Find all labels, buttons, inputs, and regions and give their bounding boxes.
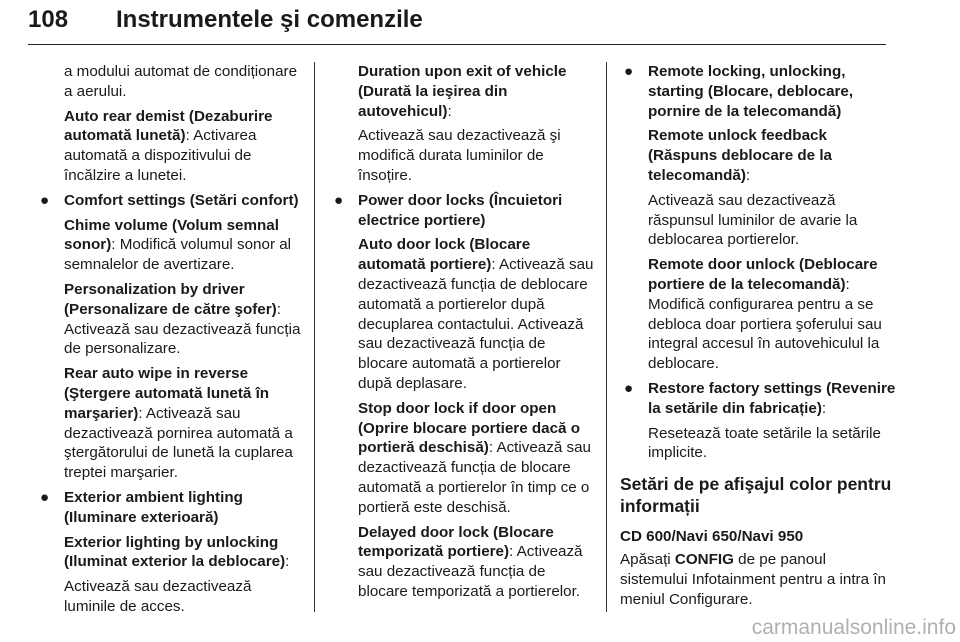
paragraph: Activează sau dezactivează răspunsul luminilor de avarie la deblocarea portierelor. [648,191,858,249]
chapter-title: Instrumentele şi comenzile [116,6,423,33]
description: : Activează sau dezactivează funcția de blocare temporizată a portierelor. [358,543,583,600]
watermark: carmanualsonline.info [751,616,956,639]
text: de pe panoul sistemului Infotainment pentru a intra în meniul Configurare. [620,550,886,608]
sub-heading: CD 600/Navi 650/Navi 950 [620,528,804,546]
paragraph [36,107,302,186]
paragraph: a modului automat de condiționare a aerului. [64,63,298,100]
term: Auto rear demist (Dezaburire automată lunetă) [64,107,273,145]
description: : Modifică volumul sonor al semnalelor de avertizare. [64,236,292,274]
bullet-item [330,191,596,231]
term: Personalization by driver (Personalizare de către şofer) [64,280,277,318]
paragraph [620,126,896,185]
bullet-icon: ● [334,191,344,209]
column-divider-1 [314,62,315,612]
description: : Activează sau dezactivează funcția de deblocare automată a portierelor după decuplarea contactului. Activează sau dezactivează funcția de blocare automată a portierelor după deplasare. [358,256,594,392]
bullet-item [620,62,896,121]
paragraph [36,216,302,275]
paragraph [358,235,596,393]
button-name: CONFIG [674,550,734,568]
description: : [285,553,290,571]
description: : Activează sau dezactivează funcția de personalizare. [64,300,301,358]
description: : Activează sau dezactivează pornirea automată a ştergătorului de lunetă la cuplarea treptei marşarier. [64,404,293,482]
text: Apăsați [620,550,675,568]
bullet-item [36,488,302,528]
bullet-item [36,191,302,211]
paragraph [620,550,896,609]
term: Exterior lighting by unlocking (Iluminat exterior la deblocare) [64,533,286,571]
bullet-text: Remote locking, unlocking, starting (Blocare, deblocare, pornire de la telecomandă) [648,63,854,120]
page-number: 108 [28,6,69,33]
description: : [745,166,751,184]
term: Delayed door lock (Blocare temporizată portiere) [358,523,554,561]
bullet-text: Exterior ambient lighting (Iluminare exterioară) [64,488,243,526]
term: Remote unlock feedback (Răspuns deblocare de la telecomandă) [648,127,832,184]
paragraph [620,255,896,374]
paragraph: Activează sau dezactivează şi modifică durata luminilor de însoțire. [358,127,561,184]
paragraph: Activează sau dezactivează luminile de acces. [64,578,252,615]
paragraph [358,62,596,121]
column-2 [334,62,596,607]
column-1 [36,62,302,622]
column-3 [620,62,896,614]
term: Stop door lock if door open (Oprire blocare portiere dacă o portieră deschisă) [358,399,580,457]
paragraph [358,399,596,518]
bullet-item [620,379,896,419]
description: : Activarea automată a dispozitivului de încălzire a lunetei. [64,127,257,184]
paragraph [358,523,596,602]
paragraph [36,280,302,359]
term: Duration upon exit of vehicle (Durată la ieşirea din autovehicul) [358,63,567,120]
section-heading: Setări de pe afişajul color pentru informații [620,474,892,517]
bullet-text: Power door locks (Încuietori electrice portiere) [358,191,563,229]
bullet-icon: ● [624,63,634,80]
term: Rear auto wipe in reverse (Ştergere automată lunetă în marşarier) [64,365,270,422]
term: Auto door lock (Blocare automată portiere) [358,236,531,274]
bullet-icon: ● [40,488,50,506]
paragraph [36,364,302,483]
bullet-suffix: : [821,399,827,417]
description: : [447,102,452,120]
paragraph: Resetează toate setările la setările implicite. [648,424,882,462]
bullet-text: Comfort settings (Setări confort) [64,191,299,209]
description: : Modifică configurarea pentru a se debloca doar portiera şoferului sau integral accesul în autovehiculul la deblocare. [648,275,882,373]
column-divider-2 [606,62,607,612]
bullet-icon: ● [40,191,50,209]
term: Remote door unlock (Deblocare portiere de la telecomandă) [648,256,878,293]
page-header [28,4,886,45]
bullet-text: Restore factory settings (Revenire la setările din fabricație) [648,379,896,417]
bullet-icon: ● [624,379,634,397]
paragraph [36,533,302,573]
description: : Activează sau dezactivează funcția de blocare automată a portierelor în timp ce o portieră este deschisă. [358,439,591,516]
term: Chime volume (Volum semnal sonor) [64,216,279,254]
